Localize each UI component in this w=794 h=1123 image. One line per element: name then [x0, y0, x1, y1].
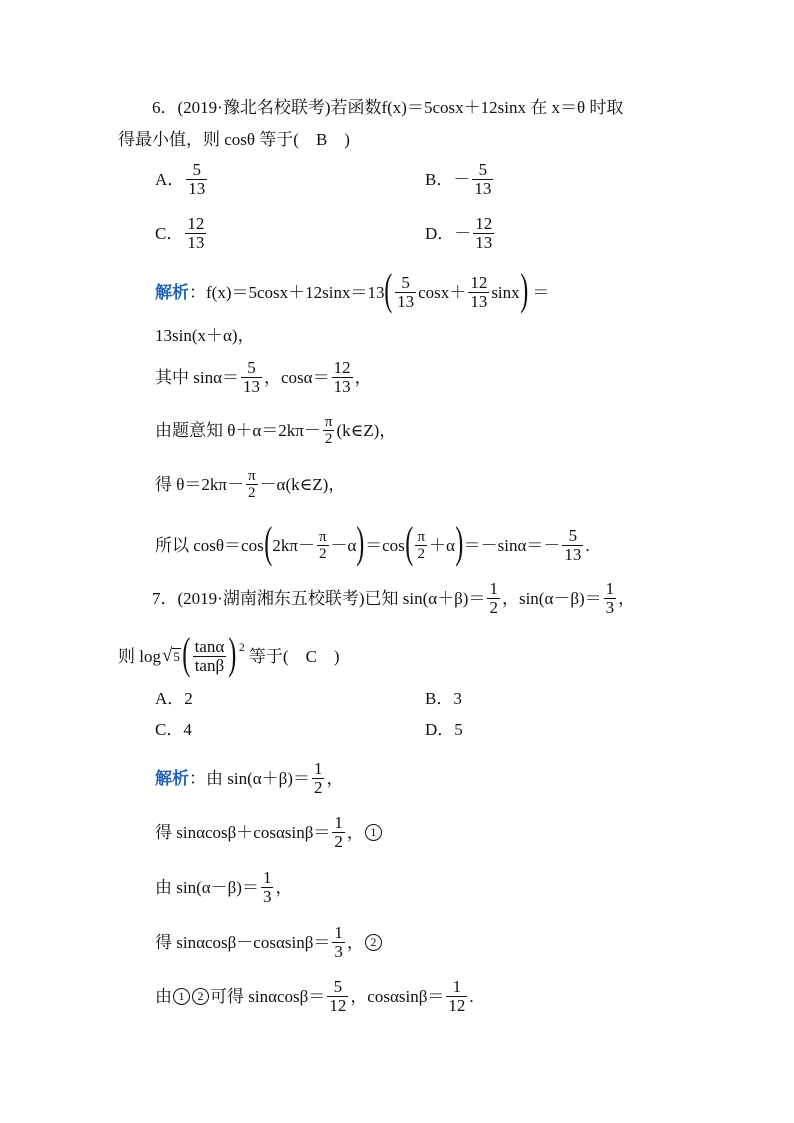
text: －α: [330, 535, 357, 555]
numerator: 1: [605, 579, 615, 598]
text: 得 sinαcosβ＋cosαsinβ＝: [155, 823, 331, 842]
right-paren: ): [519, 265, 529, 314]
text: ，: [275, 878, 293, 897]
q6-option-c: [155, 215, 208, 252]
text: 其中 sinα＝: [155, 368, 239, 387]
numerator: 1: [262, 868, 272, 887]
q7-stem-line1: [152, 580, 635, 617]
q6-option-b: [425, 161, 495, 198]
option-label: D．: [425, 224, 455, 243]
fraction: [193, 638, 227, 675]
text: ：由 sin(α＋β)＝: [189, 769, 310, 788]
q6-solution-line3: [155, 359, 372, 396]
fraction: [241, 359, 262, 396]
text: ＋α: [429, 535, 455, 555]
text: 则 log: [118, 646, 161, 666]
numerator: 12: [470, 272, 488, 292]
fraction: [395, 274, 416, 311]
fraction: [317, 529, 329, 562]
text: ，: [354, 368, 372, 387]
numerator: π: [247, 468, 256, 484]
numerator: 1: [489, 579, 498, 598]
radical-sign: √: [161, 645, 173, 666]
text: .: [469, 987, 474, 1006]
numerator: 12: [333, 358, 351, 377]
numerator: π: [324, 414, 333, 430]
option-text: B．3: [425, 689, 462, 708]
numerator: 5: [568, 525, 578, 545]
fraction: [185, 215, 206, 252]
numerator: 5: [401, 272, 410, 292]
sqrt-symbol: [162, 646, 181, 666]
text: ＝cos: [365, 535, 405, 555]
numerator: 1: [452, 977, 462, 996]
numerator: tanα: [194, 636, 225, 656]
denominator: 13: [475, 233, 493, 252]
denominator: 13: [474, 179, 492, 198]
text: －α(k∈Z)，: [259, 475, 346, 494]
denominator: 3: [262, 887, 272, 906]
q7-stem-text: 7．(2019·湖南湘东五校联考)已知 sin(α＋β)＝: [152, 589, 486, 608]
denominator: 3: [334, 942, 343, 961]
fraction: [604, 580, 617, 617]
q6-solution-line5: [155, 468, 345, 501]
text: 13sin(x＋α)，: [155, 326, 255, 345]
q7-solution-line4: [155, 924, 383, 961]
q6-option-d: [425, 215, 496, 252]
q7-solution-line3: [155, 869, 292, 906]
numerator: π: [318, 528, 327, 545]
denominator: 2: [489, 598, 498, 617]
fraction: [487, 580, 500, 617]
text: ，cosαsinβ＝: [350, 987, 445, 1006]
denominator: 3: [605, 598, 615, 617]
option-label: C．: [155, 224, 184, 243]
text: (k∈Z)，: [336, 421, 397, 440]
fraction: [332, 924, 345, 961]
denominator: 13: [333, 377, 351, 396]
text: .: [585, 535, 590, 555]
fraction: [562, 527, 583, 564]
q6-option-a: [155, 161, 209, 198]
fraction: [261, 869, 274, 906]
denominator: 12: [448, 996, 466, 1015]
text: ，: [346, 933, 364, 952]
left-paren: (: [264, 518, 273, 567]
right-paren: ): [228, 629, 237, 678]
fraction: [327, 978, 348, 1015]
text: ，: [326, 769, 344, 788]
denominator: 2: [313, 778, 323, 797]
text: 由: [155, 987, 172, 1006]
option-label: A．: [155, 170, 185, 189]
text: ，sin(α－β)＝: [501, 589, 602, 608]
radicand: 5: [173, 649, 180, 664]
q7-solution-line2: [155, 814, 383, 851]
q7-solution-line1: [155, 760, 343, 797]
numerator: 12: [475, 214, 493, 233]
numerator: 5: [247, 358, 256, 377]
fraction: [312, 760, 325, 797]
fraction: [332, 359, 353, 396]
fraction: [186, 161, 207, 198]
text: 由 sin(α－β)＝: [155, 878, 259, 897]
q6-stem-text-2: 得最小值，则 cosθ 等于( B ): [118, 130, 350, 149]
text: 得 θ＝2kπ－: [155, 475, 244, 494]
q6-stem-text: 6．(2019·豫北名校联考)若函数f(x)＝5cosx＋12sinx 在 x＝θ 时取: [152, 98, 624, 117]
option-label: B．: [425, 170, 454, 189]
text: sinx: [491, 282, 520, 302]
text: ＝: [532, 282, 550, 302]
circled-number: 2: [192, 988, 209, 1005]
denominator: 2: [417, 545, 425, 562]
q7-option-c: [155, 721, 192, 738]
circled-number: 1: [173, 988, 190, 1005]
solution-label: 解析: [155, 769, 189, 788]
q6-solution-line6: [155, 518, 590, 567]
circled-number: 1: [365, 824, 382, 841]
right-paren: ): [455, 518, 464, 567]
fraction: [415, 529, 427, 562]
q7-option-a: [155, 690, 193, 707]
numerator: 1: [334, 923, 343, 942]
q6-stem-line2: [118, 131, 350, 148]
text: ，: [618, 589, 636, 608]
fraction: [473, 215, 494, 252]
fraction: [332, 814, 345, 851]
numerator: 1: [313, 759, 323, 778]
text: 可得 sinαcosβ＝: [210, 987, 326, 1006]
numerator: 12: [187, 214, 205, 233]
denominator: 2: [334, 832, 343, 851]
denominator: 13: [470, 291, 488, 311]
numerator: 5: [192, 160, 202, 179]
text: 得 sinαcosβ－cosαsinβ＝: [155, 933, 331, 952]
denominator: 2: [324, 431, 333, 447]
denominator: 13: [564, 544, 582, 564]
numerator: 5: [333, 977, 343, 996]
text: cosx＋: [418, 282, 467, 302]
denominator: 13: [243, 377, 260, 396]
numerator: 5: [478, 160, 488, 179]
text: 由题意知 θ＋α＝2kπ－: [155, 421, 321, 440]
q6-stem-line1: [152, 99, 623, 116]
denominator: 13: [397, 291, 415, 311]
q7-option-d: [425, 721, 463, 738]
text: ＝－sinα＝－: [463, 535, 561, 555]
text: 等于( C ): [248, 646, 340, 666]
fraction: [446, 978, 467, 1015]
fraction: [246, 468, 258, 501]
text: 2kπ－: [272, 535, 315, 555]
q6-solution-line4: [155, 414, 396, 447]
text: ：f(x)＝5cosx＋12sinx＝13: [189, 282, 385, 302]
q7-option-b: [425, 690, 462, 707]
option-text: D．5: [425, 720, 463, 739]
option-text: A．2: [155, 689, 193, 708]
sign: －: [453, 170, 471, 189]
denominator: 12: [329, 996, 347, 1015]
solution-label: 解析: [155, 282, 189, 302]
fraction: [323, 414, 335, 447]
left-paren: (: [384, 265, 393, 314]
numerator: 1: [334, 813, 343, 832]
left-paren: (: [182, 629, 191, 678]
denominator: 2: [319, 545, 327, 562]
right-paren: ): [356, 518, 365, 567]
text: ，: [346, 823, 364, 842]
q6-solution-line2: [155, 327, 255, 344]
q7-solution-line5: [155, 978, 474, 1015]
denominator: tanβ: [194, 655, 225, 675]
q7-stem-line2: [118, 629, 340, 678]
q6-solution-line1: [155, 265, 550, 314]
exponent: 2: [238, 640, 245, 654]
denominator: 13: [187, 233, 205, 252]
denominator: 2: [248, 485, 256, 501]
numerator: π: [417, 528, 426, 545]
text: 所以 cosθ＝cos: [155, 535, 264, 555]
fraction: [468, 274, 489, 311]
denominator: 13: [188, 179, 206, 198]
circled-number: 2: [365, 934, 382, 951]
left-paren: (: [405, 518, 414, 567]
fraction: [472, 161, 493, 198]
sign: －: [454, 224, 472, 243]
option-text: C．4: [155, 720, 192, 739]
text: ，cosα＝: [264, 368, 330, 387]
